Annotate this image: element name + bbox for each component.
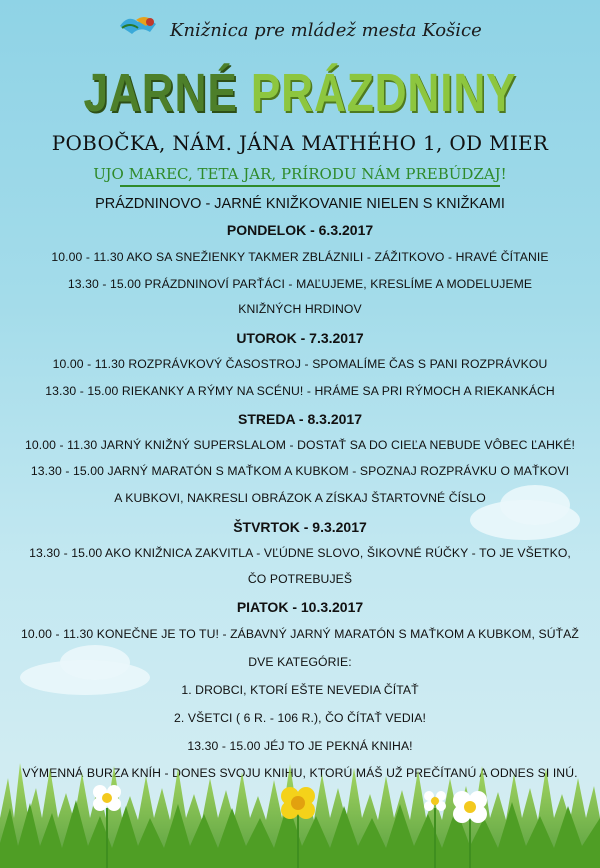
schedule-line: VÝMENNÁ BURZA KNÍH - DONES SVOJU KNIHU, KTORÚ MÁŠ UŽ PREČÍTANÚ A ODNES SI INÚ. xyxy=(22,766,578,780)
title-word-1: JARNÉ xyxy=(83,63,238,123)
schedule-line: 13.30 - 15.00 JÉJ TO JE PEKNÁ KNIHA! xyxy=(187,739,413,753)
day-heading: PONDELOK - 6.3.2017 xyxy=(226,222,374,238)
schedule-line: ČO POTREBUJEŠ xyxy=(247,572,353,586)
schedule-line: 13.30 - 15.00 JARNÝ MARATÓN S MAŤKOM A KUBKOM - SPOZNAJ ROZPRÁVKU O MAŤKOVI xyxy=(30,464,570,478)
motto: UJO MAREC, TETA JAR, PRÍRODU NÁM PREBÚDZAJ! xyxy=(93,165,507,183)
poster-title xyxy=(54,62,546,124)
organization-name: Knižnica pre mládež mesta Košice xyxy=(170,20,482,41)
schedule-line: 2. VŠETCI ( 6 R. - 106 R.), ČO ČÍTAŤ VEDIA! xyxy=(174,711,426,725)
schedule-line: KNIŽNÝCH HRDINOV xyxy=(238,302,362,316)
motto-underline xyxy=(120,185,500,187)
schedule-line: DVE KATEGÓRIE: xyxy=(248,655,352,669)
library-logo xyxy=(116,12,164,48)
day-heading: ŠTVRTOK - 9.3.2017 xyxy=(233,519,367,535)
day-heading: UTOROK - 7.3.2017 xyxy=(236,330,364,346)
schedule-line: 13.30 - 15.00 RIEKANKY A RÝMY NA SCÉNU! - HRÁME SA PRI RÝMOCH A RIEKANKÁCH xyxy=(45,384,555,398)
day-heading: STREDA - 8.3.2017 xyxy=(238,411,362,427)
day-heading: PIATOK - 10.3.2017 xyxy=(236,599,364,615)
schedule-line: 13.30 - 15.00 AKO KNIŽNICA ZAKVITLA - VĽÚDNE SLOVO, ŠIKOVNÉ RÚČKY - TO JE VŠETKO, xyxy=(29,546,571,560)
schedule-line: 10.00 - 11.30 JARNÝ KNIŽNÝ SUPERSLALOM - DOSTAŤ SA DO CIEĽA NEBUDE VÔBEC ĽAHKÉ! xyxy=(25,438,575,452)
schedule-line: A KUBKOVI, NAKRESLI OBRÁZOK A ZÍSKAJ ŠTARTOVNÉ ČÍSLO xyxy=(114,491,486,505)
schedule-line: 10.00 - 11.30 KONEČNE JE TO TU! - ZÁBAVNÝ JARNÝ MARATÓN S MAŤKOM A KUBKOM, SÚŤAŽ xyxy=(21,627,579,641)
schedule-line: 1. DROBCI, KTORÍ EŠTE NEVEDIA ČÍTAŤ xyxy=(181,683,419,697)
schedule-line: 10.00 - 11.30 ROZPRÁVKOVÝ ČASOSTROJ - SPOMALÍME ČAS S PANI ROZPRÁVKOU xyxy=(52,357,548,371)
schedule-line: 10.00 - 11.30 AKO SA SNEŽIENKY TAKMER ZBLÁZNILI - ZÁŽITKOVO - HRAVÉ ČÍTANIE xyxy=(51,250,549,264)
title-word-2: PRÁZDNINY xyxy=(250,63,517,123)
subtitle: PRÁZDNINOVO - JARNÉ KNIŽKOVANIE NIELEN S KNIŽKAMI xyxy=(95,196,505,212)
grass-illustration xyxy=(0,668,600,868)
schedule-line: 13.30 - 15.00 PRÁZDNINOVÍ PARŤÁCI - MAĽUJEME, KRESLÍME A MODELUJEME xyxy=(67,277,533,291)
branch-address: POBOČKA, NÁM. JÁNA MATHÉHO 1, OD MIER xyxy=(51,131,549,155)
